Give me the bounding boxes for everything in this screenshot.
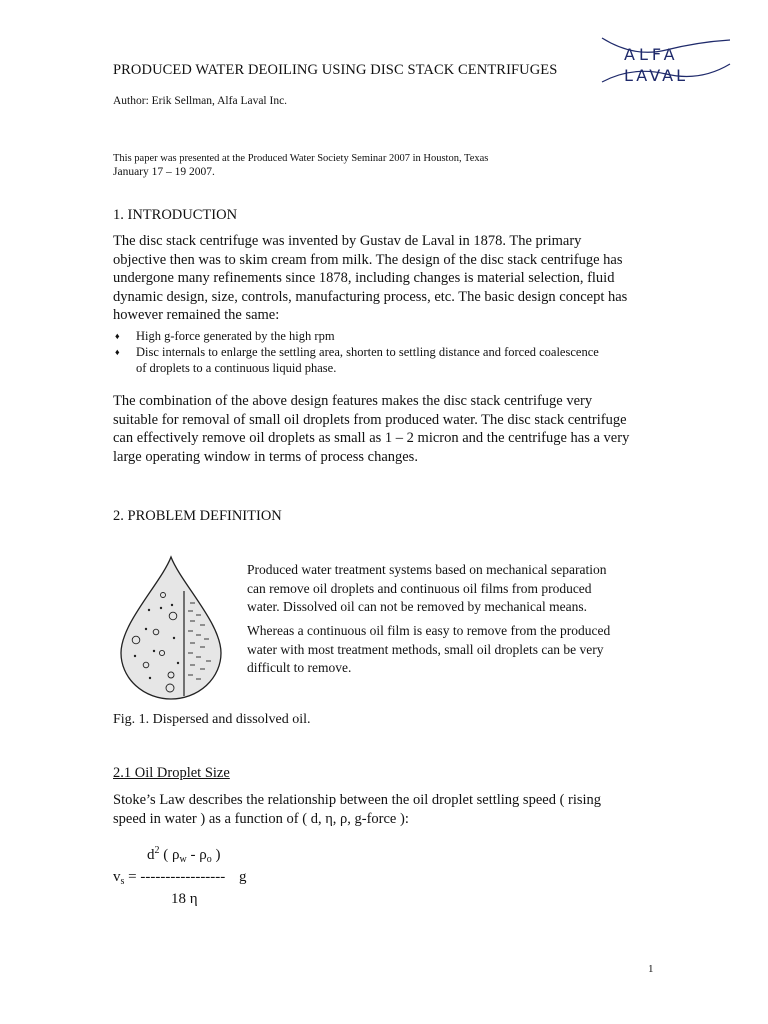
section-1-heading: 1. INTRODUCTION: [113, 207, 238, 223]
presented-line-1: This paper was presented at the Produced Water Society Seminar 2007 in Houston, Texas: [113, 153, 489, 164]
text-line: High g-force generated by the high rpm: [136, 329, 335, 343]
formula-close-paren: ): [215, 847, 221, 863]
formula-equals: =: [128, 869, 137, 885]
text-line: water with most treatment methods, small oil droplets can be very: [247, 641, 604, 657]
logo-text-bottom: LAVAL: [624, 66, 688, 85]
text-line: water. Dissolved oil can not be removed by mechanical means.: [247, 599, 588, 614]
diamond-bullet-icon: ♦: [115, 347, 120, 357]
diamond-bullet-icon: ♦: [115, 331, 120, 341]
formula-sub-w: w: [179, 854, 187, 865]
oil-droplet-figure: [116, 553, 226, 703]
text-line: Disc internals to enlarge the settling area, shorten to settling distance and forced coalescence: [136, 345, 599, 359]
text-line: undergone many refinements since 1878, including changes is material selection, fluid: [113, 270, 615, 286]
formula-v: v: [113, 869, 121, 885]
list-item: [113, 344, 673, 376]
formula-rho-w: ρ: [172, 847, 180, 863]
text-line: Stoke’s Law describes the relationship between the oil droplet settling speed ( rising: [113, 792, 602, 808]
text-line: dynamic design, size, controls, manufacturing process, etc. The basic design concept has: [113, 288, 628, 305]
problem-paragraph-1: [247, 561, 667, 617]
text-line: suitable for removal of small oil droplets from produced water. The disc stack centrifuge: [113, 411, 627, 428]
formula-main-line: [113, 869, 247, 887]
text-line: Produced water treatment systems based on mechanical separation: [247, 562, 607, 577]
text-line: however remained the same:: [113, 307, 280, 323]
author-line: Author: Erik Sellman, Alfa Laval Inc.: [113, 95, 288, 107]
document-title: PRODUCED WATER DEOILING USING DISC STACK CENTRIFUGES: [113, 62, 558, 78]
formula-numerator: [147, 845, 220, 865]
formula-sub-s: s: [120, 876, 125, 887]
text-line: objective then was to skim cream from milk. The design of the disc stack centrifuge has: [113, 251, 623, 268]
formula-rho-o: ρ: [199, 847, 207, 863]
text-line: large operating window in terms of process changes.: [113, 448, 418, 465]
formula-g: g: [239, 869, 247, 885]
formula-d: d: [147, 847, 155, 863]
intro-paragraph-2: [113, 392, 658, 466]
text-line: can remove oil droplets and continuous oil films from produced: [247, 580, 592, 596]
problem-paragraph-2: [247, 622, 667, 678]
presented-line-2: January 17 – 19 2007.: [113, 166, 215, 178]
subsection-heading: 2.1 Oil Droplet Size: [113, 765, 230, 781]
text-line: difficult to remove.: [247, 660, 352, 675]
design-features-list: [113, 328, 673, 376]
logo-text-top: ALFA: [624, 45, 679, 64]
text-line: The disc stack centrifuge was invented by Gustav de Laval in 1878. The primary: [113, 233, 582, 249]
stokes-paragraph: [113, 791, 658, 828]
list-item: [113, 328, 673, 344]
formula-denominator: 18 η: [171, 891, 198, 907]
text-line: The combination of the above design features makes the disc stack centrifuge very: [113, 393, 593, 409]
text-line: Whereas a continuous oil film is easy to remove from the produced: [247, 623, 611, 638]
formula-exponent: 2: [154, 845, 160, 856]
text-line: of droplets to a continuous liquid phase.: [136, 361, 337, 375]
formula-sub-o: o: [206, 854, 212, 865]
intro-paragraph-1: [113, 232, 658, 325]
text-line: can effectively remove oil droplets as small as 1 – 2 micron and the centrifuge has a very: [113, 430, 630, 446]
text-line: speed in water ) as a function of ( d, η, ρ, g-force ):: [113, 810, 409, 827]
alfa-laval-logo: [598, 30, 734, 92]
formula-open-paren: (: [163, 847, 169, 863]
section-2-heading: 2. PROBLEM DEFINITION: [113, 508, 282, 524]
formula-fraction-bar: -----------------: [140, 869, 226, 885]
page-number: 1: [648, 963, 654, 975]
formula-minus: -: [190, 847, 196, 863]
figure-caption: Fig. 1. Dispersed and dissolved oil.: [113, 712, 311, 727]
